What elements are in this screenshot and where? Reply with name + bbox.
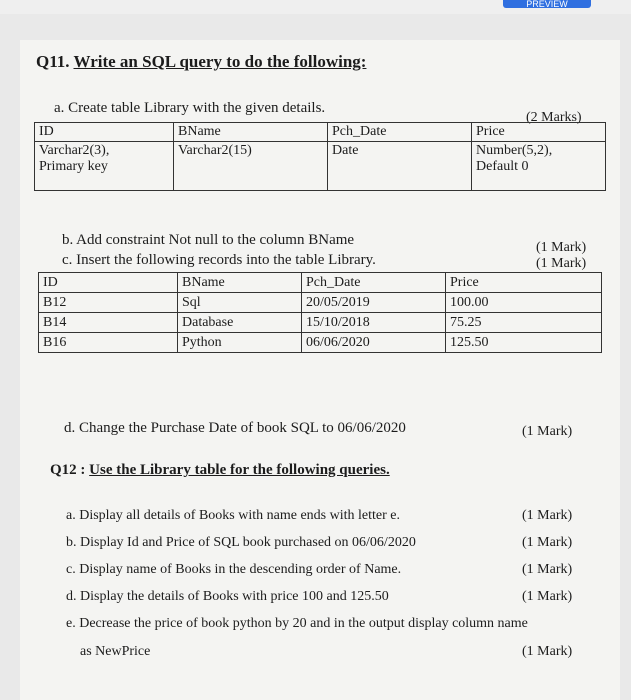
table-row [35, 142, 606, 191]
table-header-cell: Price [446, 273, 602, 293]
table-cell: B16 [39, 333, 178, 353]
q12-heading [50, 462, 390, 479]
table-cell: B14 [39, 313, 178, 333]
table-library-structure [34, 122, 606, 191]
table-cell: 75.25 [446, 313, 602, 333]
q12-item-b: b. Display Id and Price of SQL book purchased on 06/06/2020 [66, 535, 416, 550]
table-row [39, 333, 602, 353]
q11-heading [36, 52, 366, 72]
q12-item-e: e. Decrease the price of book python by 20 and in the output display column name [66, 616, 528, 631]
q11-b-text: b. Add constraint Not null to the column BName [62, 232, 355, 248]
q11-title: Write an SQL query to do the following: [73, 52, 367, 71]
table-cell: Varchar2(3), Primary key [35, 142, 174, 191]
q11-d-marks: (1 Mark) [522, 424, 573, 439]
table-cell: 20/05/2019 [302, 293, 446, 313]
table-header-cell: Price [472, 123, 606, 142]
table-row [39, 313, 602, 333]
table-cell: 125.50 [446, 333, 602, 353]
table-header-cell: ID [35, 123, 174, 142]
table-header-cell: BName [178, 273, 302, 293]
q12-number: Q12 : [50, 462, 86, 478]
table-cell: Varchar2(15) [174, 142, 328, 191]
table-cell: Python [178, 333, 302, 353]
table-cell: Date [328, 142, 472, 191]
table-header-cell: Pch_Date [328, 123, 472, 142]
table-header-cell: BName [174, 123, 328, 142]
q11-b-marks: (1 Mark) [536, 240, 587, 255]
q12-item-a: a. Display all details of Books with name ends with letter e. [66, 508, 400, 523]
table-header-cell: ID [39, 273, 178, 293]
table-cell: Database [178, 313, 302, 333]
q12-item-d-marks: (1 Mark) [522, 589, 573, 604]
q12-title: Use the Library table for the following queries. [89, 462, 390, 478]
q11-a-marks: (2 Marks) [526, 110, 582, 125]
q12-item-d: d. Display the details of Books with price 100 and 125.50 [66, 589, 389, 604]
q12-item-c-marks: (1 Mark) [522, 562, 573, 577]
table-cell: Number(5,2), Default 0 [472, 142, 606, 191]
q11-a-text: a. Create table Library with the given details. [54, 100, 326, 116]
q11-d-text: d. Change the Purchase Date of book SQL to 06/06/2020 [64, 420, 406, 436]
q12-item-e-marks: (1 Mark) [522, 644, 573, 659]
q12-item-a-marks: (1 Mark) [522, 508, 573, 523]
table-row [39, 293, 602, 313]
preview-button[interactable]: PREVIEW [503, 0, 591, 8]
q12-item-e-continuation: as NewPrice [80, 644, 151, 659]
table-header-row [35, 123, 606, 142]
q11-c-text: c. Insert the following records into the table Library. [62, 252, 376, 268]
table-cell: 15/10/2018 [302, 313, 446, 333]
table-cell: Sql [178, 293, 302, 313]
q11-number: Q11. [36, 52, 70, 71]
q12-item-c: c. Display name of Books in the descending order of Name. [66, 562, 402, 577]
table-cell: B12 [39, 293, 178, 313]
table-cell: 06/06/2020 [302, 333, 446, 353]
table-header-cell: Pch_Date [302, 273, 446, 293]
table-header-row [39, 273, 602, 293]
q11-c-marks: (1 Mark) [536, 256, 587, 271]
top-bar [0, 0, 631, 14]
table-library-records [38, 272, 602, 353]
q12-item-b-marks: (1 Mark) [522, 535, 573, 550]
table-cell: 100.00 [446, 293, 602, 313]
